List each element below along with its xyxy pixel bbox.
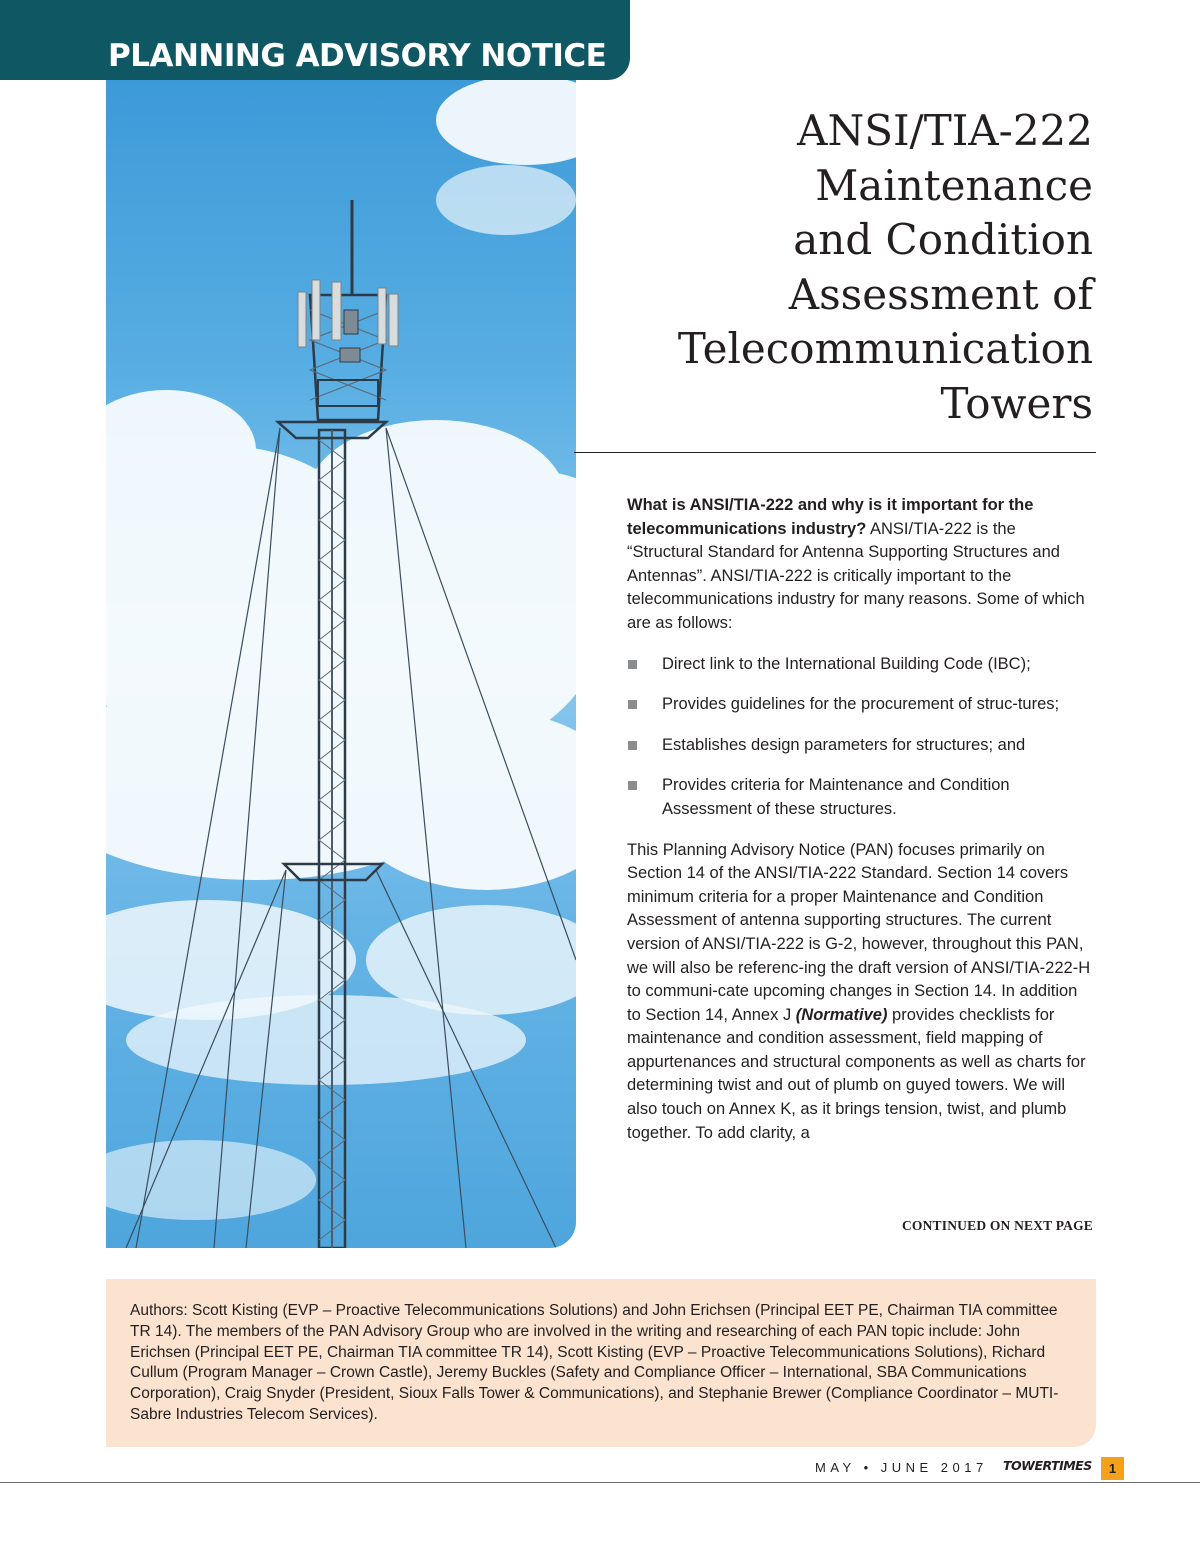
antenna-array	[298, 200, 398, 420]
list-item	[627, 774, 1095, 821]
page-number: 1	[1101, 1457, 1124, 1480]
title-line: and Condition	[793, 215, 1093, 264]
cloud-shapes	[106, 80, 576, 1220]
intro-question: What is ANSI/TIA-222 and why is it important for the telecommunications industry?	[627, 496, 1034, 538]
list-item	[627, 653, 1095, 677]
title-line: Maintenance	[815, 160, 1093, 210]
page-title	[573, 104, 1093, 431]
bullet-text: Establishes design parameters for structures; and	[662, 735, 1026, 754]
issue-date: MAY • JUNE 2017	[815, 1460, 988, 1475]
bullet-text: Direct link to the International Building Code (IBC);	[662, 654, 1031, 673]
header-banner	[0, 0, 630, 80]
tower-illustration-icon	[106, 80, 576, 1248]
square-bullet-icon	[628, 660, 637, 669]
banner-title: PLANNING ADVISORY NOTICE	[108, 38, 607, 74]
authors-box	[106, 1279, 1096, 1447]
list-item	[627, 734, 1095, 758]
bullet-list	[627, 653, 1095, 822]
intro-answer: ANSI/TIA-222 is the “Structural Standard for Antenna Supporting Structures and Antennas”. ANSI/TIA-222 is critically important to the telecommunications industry for many reasons. Some of which are as follows:	[627, 519, 1085, 632]
continued-link[interactable]: CONTINUED ON NEXT PAGE	[901, 1218, 1093, 1233]
list-item	[627, 693, 1095, 717]
title-divider	[574, 452, 1096, 453]
authors-text: Authors: Scott Kisting (EVP – Proactive Telecommunications Solutions) and John Erichsen (Principal EET PE, Chairman TIA committee TR 14). The members of the PAN Advisory Group who are involved in the writing and researching of each PAN topic include: John Erichsen (Principal EET PE, Chairman TIA committee TR 14), Scott Kisting (EVP – Proactive Telecommunications Solutions), Richard Cullum (Program Manager – Crown Castle), Jeremy Buckles (Safety and Compliance Officer – International, SBA Communications Corporation), Craig Snyder (President, Sioux Falls Tower & Communications), and Stephanie Brewer (Compliance Coordinator – MUTI-Sabre Industries Telecom Services).	[130, 1302, 1059, 1423]
title-line: Telecommunication	[677, 324, 1093, 373]
title-line: Towers	[940, 378, 1093, 428]
title-line: ANSI/TIA-222	[797, 106, 1093, 155]
footer-divider	[0, 1482, 1200, 1483]
body-paragraph	[627, 839, 1095, 1146]
intro-paragraph	[627, 494, 1095, 636]
tower-photo	[106, 80, 576, 1248]
body-part-1: This Planning Advisory Notice (PAN) focuses primarily on Section 14 of the ANSI/TIA-222 Standard. Section 14 covers minimum criteria for a proper Maintenance and Condition Assessment of antenna supporting structures. The current version of ANSI/TIA-222 is G-2, however, throughout this PAN, we will also be referenc-ing the draft version of ANSI/TIA-222-H to communi-cate upcoming changes in Section 14. In addition to Section 14, Annex J	[627, 840, 1091, 1024]
normative-emphasis: (Normative)	[795, 1005, 888, 1024]
magazine-name: TOWERTIMES	[1003, 1458, 1092, 1473]
bullet-text: Provides guidelines for the procurement of struc-tures;	[662, 695, 1060, 714]
bullet-text: Provides criteria for Maintenance and Condition Assessment of these structures.	[662, 776, 1010, 818]
square-bullet-icon	[628, 700, 637, 709]
article-body	[627, 494, 1095, 1145]
body-part-2: provides checklists for maintenance and condition assessment, field mapping of appurtenances and structural components as well as charts for determining twist and out of plumb on guyed towers. We will also touch on Annex K, as it brings tension, twist, and plumb together. To add clarity, a	[627, 1005, 1086, 1142]
square-bullet-icon	[628, 781, 637, 790]
title-line: Assessment of	[788, 269, 1093, 319]
square-bullet-icon	[628, 741, 637, 750]
